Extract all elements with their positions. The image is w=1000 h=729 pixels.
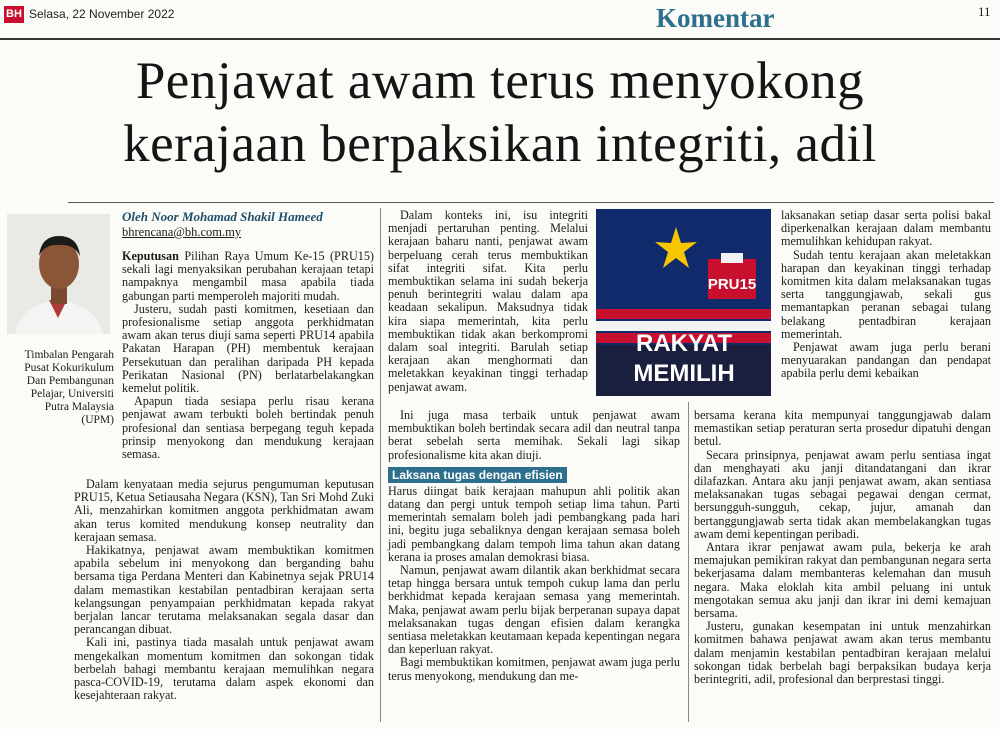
article-column-1-bottom	[74, 478, 374, 702]
page-header	[0, 0, 1000, 40]
paragraph: Dalam kenyataan media sejurus pengumuman keputusan PRU15, Ketua Setiausaha Negara (KSN), Tan Sri Mohd Zuki Ali, menzahirkan komitmen anggota perkhidmatan awam akan terus komited mendukung konsep neutrality dan kerajaan semasa.	[74, 477, 374, 544]
paragraph: Bagi membuktikan komitmen, penjawat awam juga perlu terus menyokong, mendukung dan me-	[388, 655, 680, 683]
pru15-graphic	[596, 209, 771, 396]
graphic-line-1: PRU15	[707, 276, 757, 293]
page-number: 11	[978, 4, 991, 19]
paragraph: Justeru, sudah pasti komitmen, kesetiaan dan profesionalisme setiap anggota perkhidmatan awam akan terus diuji sama seperti PRU14 apabila Pakatan Harapan (PH) membentuk kerajaan Persekutuan dan peralihan daripada PH kepada Perikatan Nasional (PN) berlatarbelakangkan kemelut politik.	[122, 301, 374, 396]
paragraph: Hakikatnya, penjawat awam membuktikan komitmen apabila sebelum ini menyokong dan berganding bahu bersama tiga Perdana Menteri dan Kabinetnya sejak PRU14 dalam memastikan kestabilan pentadbiran kerajaan serta kelangsungan penyampaian perkhidmatan kepada rakyat berjalan lancar terutama melaksanakan segala dasar dan perancangan dibuat.	[74, 543, 374, 637]
headline-line-1: Penjawat awam terus menyokong	[135, 52, 865, 110]
issue-date: Selasa, 22 November 2022	[29, 7, 175, 21]
paragraph: Kali ini, pastinya tiada masalah untuk penjawat awam mengekalkan momentum komitmen dan sokongan tidak berbelah bahagi membantu kerajaan memulihkan negara pasca-COVID-19, terutama dalam aspek ekonomi dan kesejahteraan rakyat.	[74, 635, 374, 703]
divider	[68, 202, 994, 203]
section-title: Komentar	[656, 3, 775, 33]
lead-text: Pilihan Raya Umum Ke-15 (PRU15) sekali lagi menyaksikan perubahan kerajaan tetapi nampaknya mengambil masa apabila tiada gabungan parti memperoleh majoriti mudah.	[122, 249, 374, 303]
author-caption: Timbalan Pengarah Pusat Kokurikulum Dan Pembangunan Pelajar, Universiti Putra Malaysia (UPM)	[24, 349, 114, 426]
paragraph: Apapun tiada sesiapa perlu risau kerana penjawat awam terbukti boleh bertindak penuh profesional dan sentiasa berpegang teguh kepada prinsip menyokong dan mendukung kerajaan semasa.	[122, 394, 374, 462]
article-column-1-top	[122, 250, 374, 461]
headline	[0, 50, 1000, 176]
graphic-line-2: RAKYAT	[635, 330, 733, 357]
paragraph: Dalam konteks ini, isu integriti menjadi pertaruhan penting. Melalui kerajaan baharu nanti, penjawat awam berpeluang cerah terus membuktikan sifat integriti sifat. Kita perlu membuktikan selama ini sudah bekerja penuh berintegriti walau dalam apa keadaan sekalipun. Maksudnya tidak kira siapa memerintah, kita perlu membuktikan tidak akan berkompromi dalam soal integriti. Barulah setiap kerajaan akan menghormati dan meletakkan keyakinan tinggi terhadap penjawat awam.	[388, 208, 588, 394]
author-email[interactable]: bhrencana@bh.com.my	[122, 225, 242, 239]
graphic-line-3: MEMILIH	[633, 360, 735, 387]
paragraph: bersama kerana kita mempunyai tanggungjawab dalam memastikan setiap peraturan serta prosedur dipatuhi dengan betul.	[694, 408, 991, 449]
paragraph: Antara ikrar penjawat awam pula, bekerja ke arah memajukan pemikiran rakyat dan pembangunan negara serta bekerjasama dalam membanteras kelemahan dan musuh negara. Maka eloklah kita ambil peluang ini untuk mengotakan semua aku janji dan ikrar ini demi kemajuan bersama.	[694, 540, 991, 621]
author-photo	[7, 214, 110, 334]
paragraph: Secara prinsipnya, penjawat awam perlu sentiasa ingat dan menghayati aku janji ditandatangani dan ikrar dilafazkan. Antara aku janji penjawat awam, akan sentiasa melaksanakan tugas sebagai pegawai dengan cermat, bersungguh-sungguh, cekap, jujur, amanah dan bertanggungjawab serta tidak akan membelakangkan tugas awam demi kepentingan peribadi.	[694, 447, 991, 541]
article-column-2-top	[388, 209, 588, 394]
paragraph: Justeru, gunakan kesempatan ini untuk menzahirkan komitmen bahawa penjawat awam akan terus membantu dalam menjamin kestabilan pentadbiran kerajaan melalui sokongan tidak berbelah bagi berpaksikan budaya kerja berintegriti, adil, profesional dan berprestasi tinggi.	[694, 619, 991, 687]
paragraph: Sudah tentu kerajaan akan meletakkan harapan dan keyakinan tinggi terhadap komitmen kita dalam melaksanakan tugas serta tanggungjawab, sekali gus memantapkan peranan sebagai tulang belakang pentadbiran kerajaan memerintah.	[781, 247, 991, 341]
headline-line-2: kerajaan berpaksikan integriti, adil	[123, 115, 877, 173]
article-column-2-middle	[388, 409, 680, 683]
bh-logo: BH	[4, 6, 24, 23]
paragraph: laksanakan setiap dasar serta polisi bakal diperkenalkan kerajaan dalam membantu memulihkan kehidupan rakyat.	[781, 208, 991, 249]
subheading: Laksana tugas dengan efisien	[388, 467, 567, 483]
column-divider	[380, 208, 381, 722]
paragraph: Harus diingat baik kerajaan mahupun ahli politik akan datang dan pergi untuk tempoh setiap lima tahun. Parti memerintah semalam boleh jadi pembangkang pada hari ini, begitu juga sebaliknya dengan kerajaan semasa boleh jadi pembangkang dalam tempoh lima tahun akan datang kerana ia proses amalan demokrasi biasa.	[388, 483, 680, 564]
paragraph: Ini juga masa terbaik untuk penjawat awam membuktikan boleh bertindak secara adil dan neutral tanpa berat sebelah serta memihak. Sekali lagi sikap profesionalisme kita akan diuji.	[388, 408, 680, 462]
article-column-3-top	[781, 209, 991, 381]
column-divider	[688, 402, 689, 722]
author-byline: Oleh Noor Mohamad Shakil Hameed	[122, 209, 323, 224]
paragraph: Namun, penjawat awam dilantik akan berkhidmat secara tetap hingga bersara untuk tempoh cukup lama dan perlu berkhidmat kepada kerajaan semasa yang memerintah. Maka, penjawat awam perlu bijak berperanan supaya dapat melaksanakan tugas dengan efisien dalam kerangka sentiasa meletakkan keutamaan kepada kepentingan negara dan keperluan rakyat.	[388, 563, 680, 657]
lead-paragraph	[122, 250, 374, 303]
article-column-3-bottom	[694, 409, 991, 686]
lead-word: Keputusan	[122, 249, 179, 263]
paragraph: Penjawat awam juga perlu berani menyuarakan pandangan dan pendapat apabila perlu demi kebaikan	[781, 340, 991, 381]
